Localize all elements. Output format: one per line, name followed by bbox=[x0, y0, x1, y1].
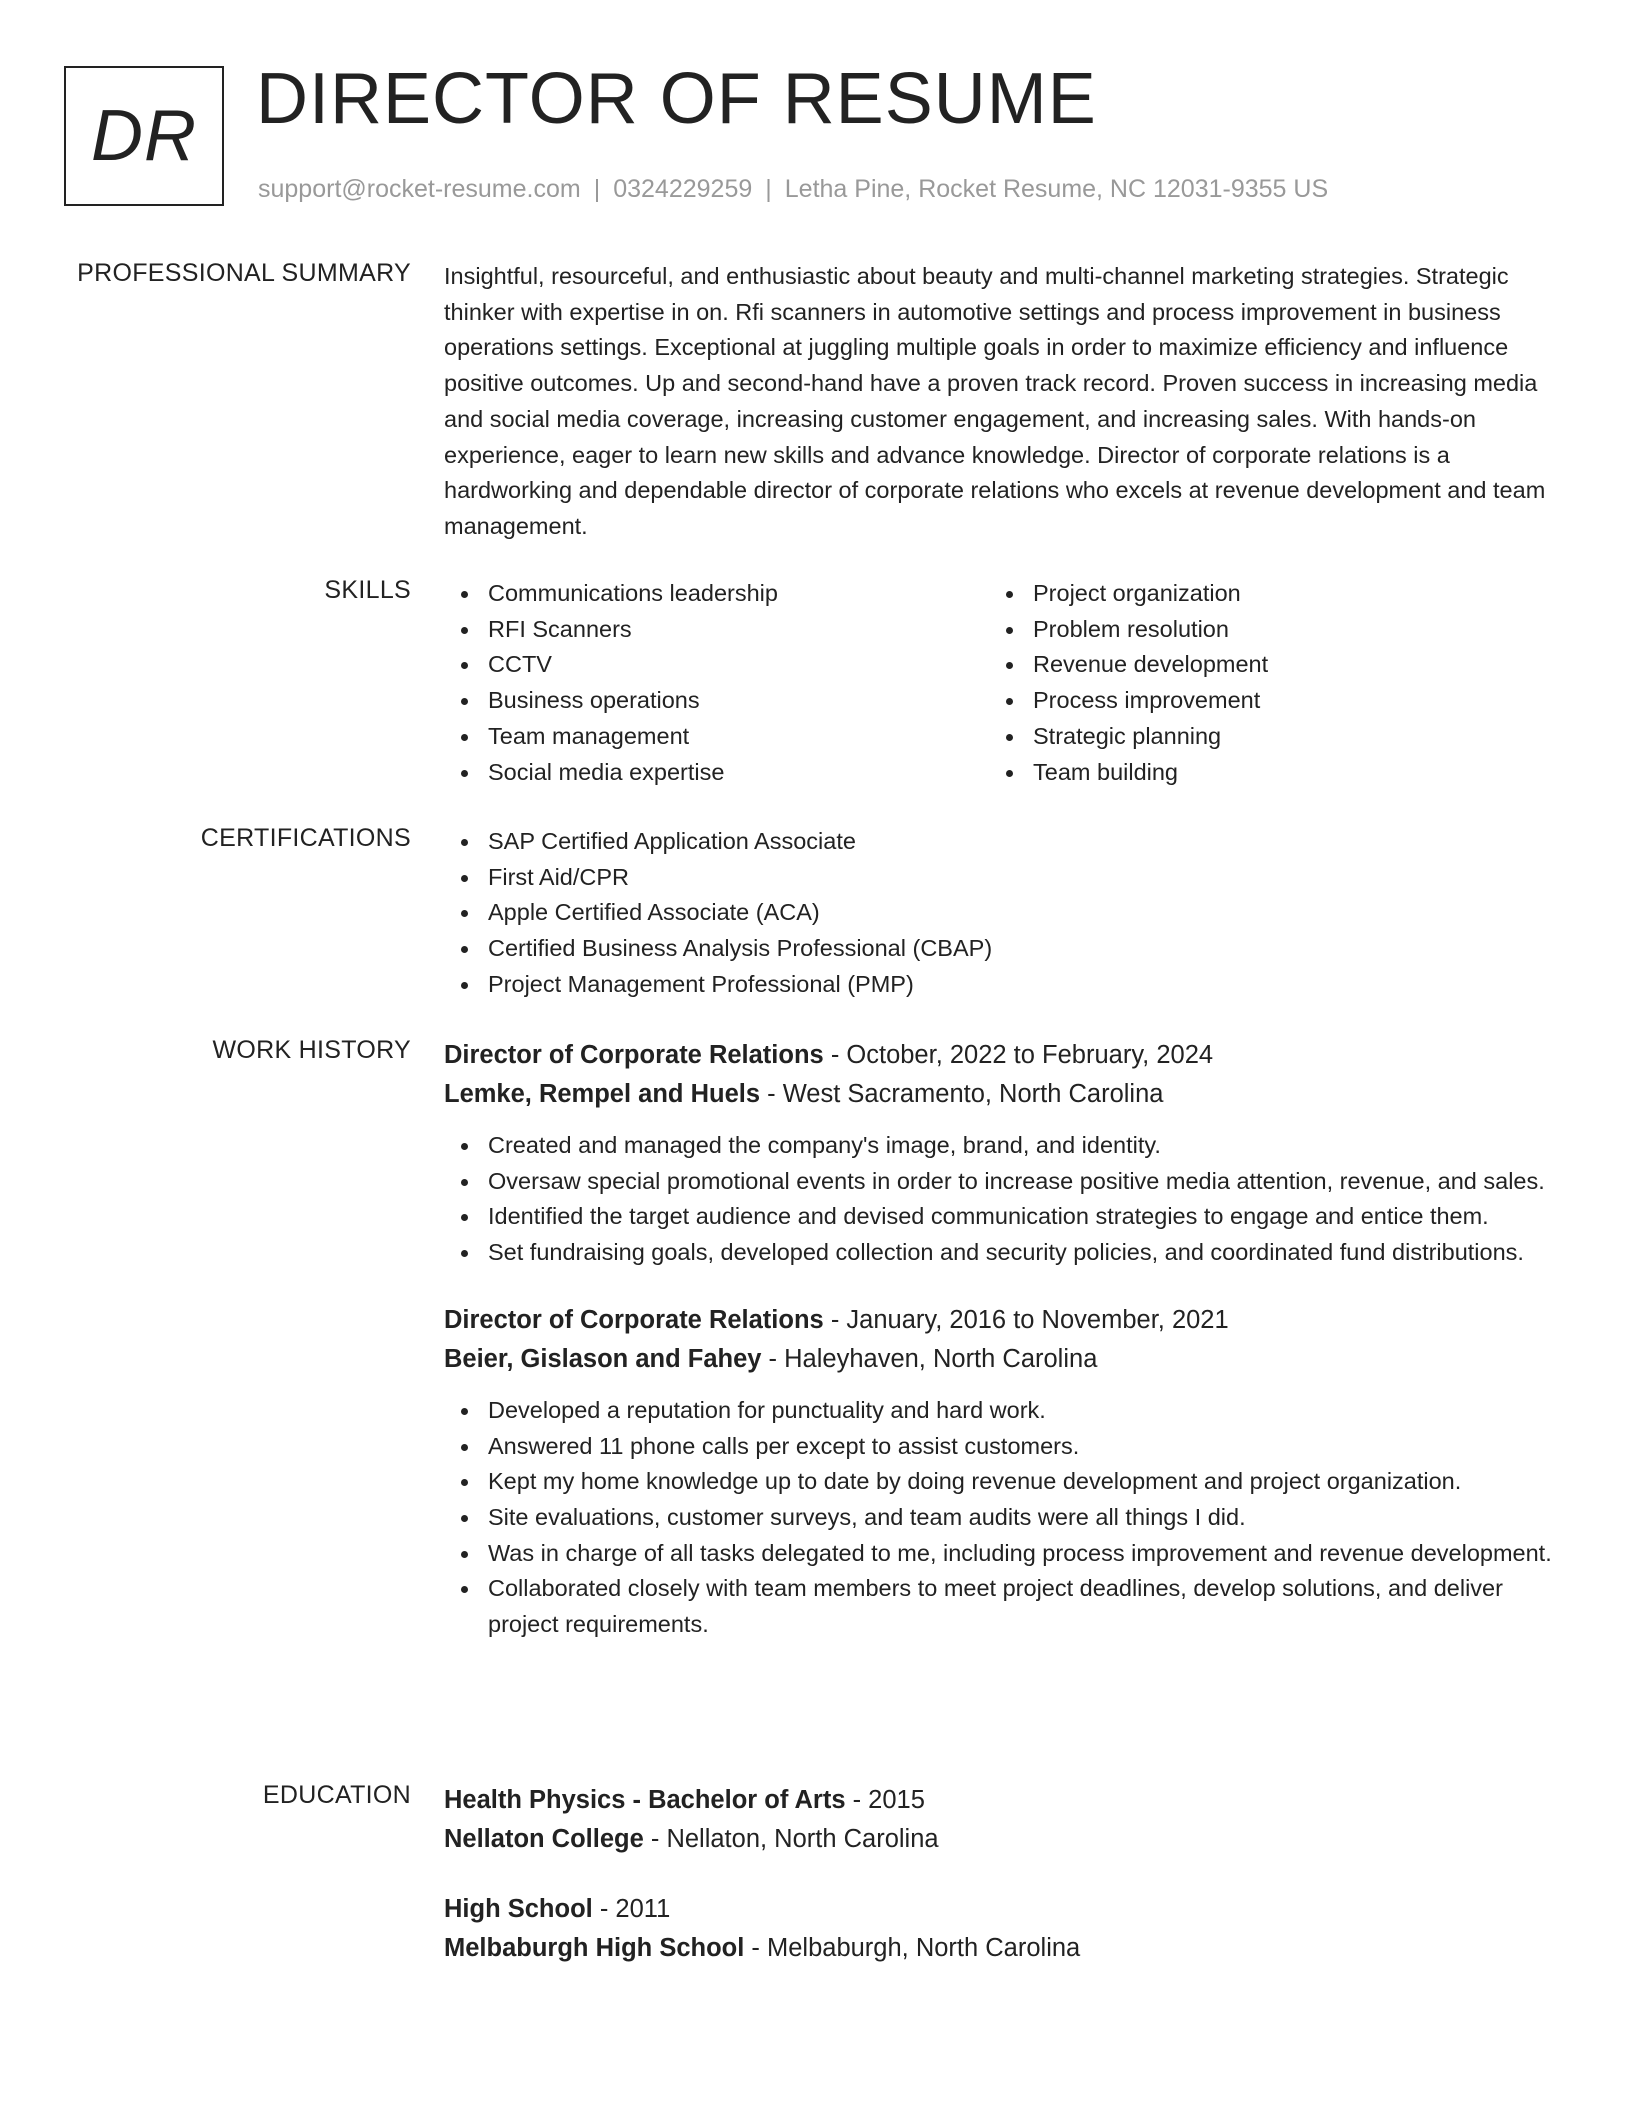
skills-body bbox=[444, 576, 1559, 790]
job-bullets bbox=[444, 1128, 1559, 1271]
skill-item: Team management bbox=[444, 719, 989, 755]
education-degree: Health Physics - Bachelor of Arts bbox=[444, 1786, 846, 1814]
job-company: Lemke, Rempel and Huels bbox=[444, 1080, 761, 1108]
job-entry bbox=[444, 1036, 1559, 1271]
certifications-list bbox=[444, 824, 1559, 1003]
skill-item: Team building bbox=[989, 755, 1534, 791]
certifications-body bbox=[444, 824, 1559, 1003]
education-location: - Nellaton, North Carolina bbox=[643, 1825, 939, 1853]
education-school: Melbaburgh High School bbox=[444, 1934, 745, 1962]
job-dates: - January, 2016 to November, 2021 bbox=[823, 1305, 1229, 1334]
contact-email: support@rocket-resume.com bbox=[258, 175, 581, 203]
job-bullet: Identified the target audience and devised communication strategies to engage and entice them. bbox=[444, 1199, 1559, 1235]
job-bullet: Was in charge of all tasks delegated to me, including process improvement and revenue development. bbox=[444, 1536, 1559, 1572]
section-label-education: EDUCATION bbox=[262, 1781, 411, 1809]
job-company-line bbox=[444, 1340, 1559, 1379]
job-entry bbox=[444, 1301, 1559, 1643]
skill-item: Communications leadership bbox=[444, 576, 989, 612]
job-bullet: Created and managed the company's image, brand, and identity. bbox=[444, 1128, 1559, 1164]
education-degree: High School bbox=[444, 1895, 593, 1923]
job-bullet: Oversaw special promotional events in order to increase positive media attention, revenue, and sales. bbox=[444, 1164, 1559, 1200]
job-dates: - October, 2022 to February, 2024 bbox=[823, 1041, 1214, 1069]
section-label-summary: PROFESSIONAL SUMMARY bbox=[77, 259, 411, 287]
contact-separator: | bbox=[765, 175, 772, 203]
education-school-line bbox=[444, 1929, 1559, 1968]
summary-text: Insightful, resourceful, and enthusiastic about beauty and multi-channel marketing strategies. Strategic thinker with expertise in on. Rfi scanners in automotive settings and process improvement in business operations settings. Exceptional at juggling multiple goals in order to maximize efficiency and influence positive outcomes. Up and second-hand have a proven track record. Proven success in increasing media and social media coverage, increasing customer engagement, and increasing sales. With hands-on experience, eager to learn new skills and advance knowledge. Director of corporate relations is a hardworking and dependable director of corporate relations who excels at revenue development and team management. bbox=[444, 263, 1546, 539]
certification-item: Project Management Professional (PMP) bbox=[444, 967, 1559, 1003]
skill-item: Social media expertise bbox=[444, 755, 989, 791]
job-title-line bbox=[444, 1036, 1559, 1075]
contact-separator: | bbox=[593, 175, 601, 203]
education-entry bbox=[444, 1890, 1559, 1968]
skill-item: Revenue development bbox=[989, 647, 1534, 683]
education-body bbox=[444, 1781, 1559, 1968]
contact-address: Letha Pine, Rocket Resume, NC 12031-9355 US bbox=[784, 175, 1329, 203]
monogram-logo: DR bbox=[64, 66, 224, 206]
job-title: Director of Corporate Relations bbox=[444, 1041, 824, 1069]
certification-item: SAP Certified Application Associate bbox=[444, 824, 1559, 860]
job-bullet: Developed a reputation for punctuality and hard work. bbox=[444, 1393, 1559, 1429]
education-degree-line bbox=[444, 1890, 1559, 1929]
job-bullet: Kept my home knowledge up to date by doing revenue development and project organization. bbox=[444, 1464, 1559, 1500]
job-company: Beier, Gislason and Fahey bbox=[444, 1344, 762, 1373]
certification-item: First Aid/CPR bbox=[444, 860, 1559, 896]
contact-phone: 0324229259 bbox=[613, 175, 753, 203]
job-bullets bbox=[444, 1393, 1559, 1643]
page-title: DIRECTOR OF RESUME bbox=[256, 59, 1097, 139]
education-school-line bbox=[444, 1820, 1559, 1859]
job-company-line bbox=[444, 1075, 1559, 1114]
job-bullet: Answered 11 phone calls per except to assist customers. bbox=[444, 1429, 1559, 1465]
education-entry bbox=[444, 1781, 1559, 1859]
education-year: - 2011 bbox=[592, 1895, 671, 1923]
skills-list-left bbox=[444, 576, 989, 790]
job-bullet: Collaborated closely with team members to meet project deadlines, develop solutions, and deliver project requirements. bbox=[444, 1571, 1559, 1642]
job-bullet: Set fundraising goals, developed collection and security policies, and coordinated fund distributions. bbox=[444, 1235, 1559, 1271]
job-location: - West Sacramento, North Carolina bbox=[760, 1080, 1164, 1108]
job-location: - Haleyhaven, North Carolina bbox=[761, 1344, 1098, 1373]
skill-item: RFI Scanners bbox=[444, 612, 989, 648]
contact-line bbox=[258, 175, 1328, 204]
education-school: Nellaton College bbox=[444, 1825, 644, 1853]
education-year: - 2015 bbox=[845, 1786, 925, 1814]
skill-item: CCTV bbox=[444, 647, 989, 683]
skills-grid bbox=[444, 576, 1559, 790]
skill-item: Business operations bbox=[444, 683, 989, 719]
section-label-work: WORK HISTORY bbox=[212, 1036, 411, 1064]
certification-item: Certified Business Analysis Professional (CBAP) bbox=[444, 931, 1559, 967]
education-degree-line bbox=[444, 1781, 1559, 1820]
job-title: Director of Corporate Relations bbox=[444, 1305, 824, 1334]
job-bullet: Site evaluations, customer surveys, and team audits were all things I did. bbox=[444, 1500, 1559, 1536]
certification-item: Apple Certified Associate (ACA) bbox=[444, 895, 1559, 931]
section-label-certifications: CERTIFICATIONS bbox=[200, 824, 411, 852]
section-label-skills: SKILLS bbox=[324, 576, 411, 604]
skills-list-right bbox=[989, 576, 1534, 790]
skill-item: Problem resolution bbox=[989, 612, 1534, 648]
skill-item: Process improvement bbox=[989, 683, 1534, 719]
skill-item: Project organization bbox=[989, 576, 1534, 612]
skill-item: Strategic planning bbox=[989, 719, 1534, 755]
education-location: - Melbaburgh, North Carolina bbox=[744, 1934, 1081, 1962]
work-body bbox=[444, 1036, 1559, 1643]
job-title-line bbox=[444, 1301, 1559, 1340]
